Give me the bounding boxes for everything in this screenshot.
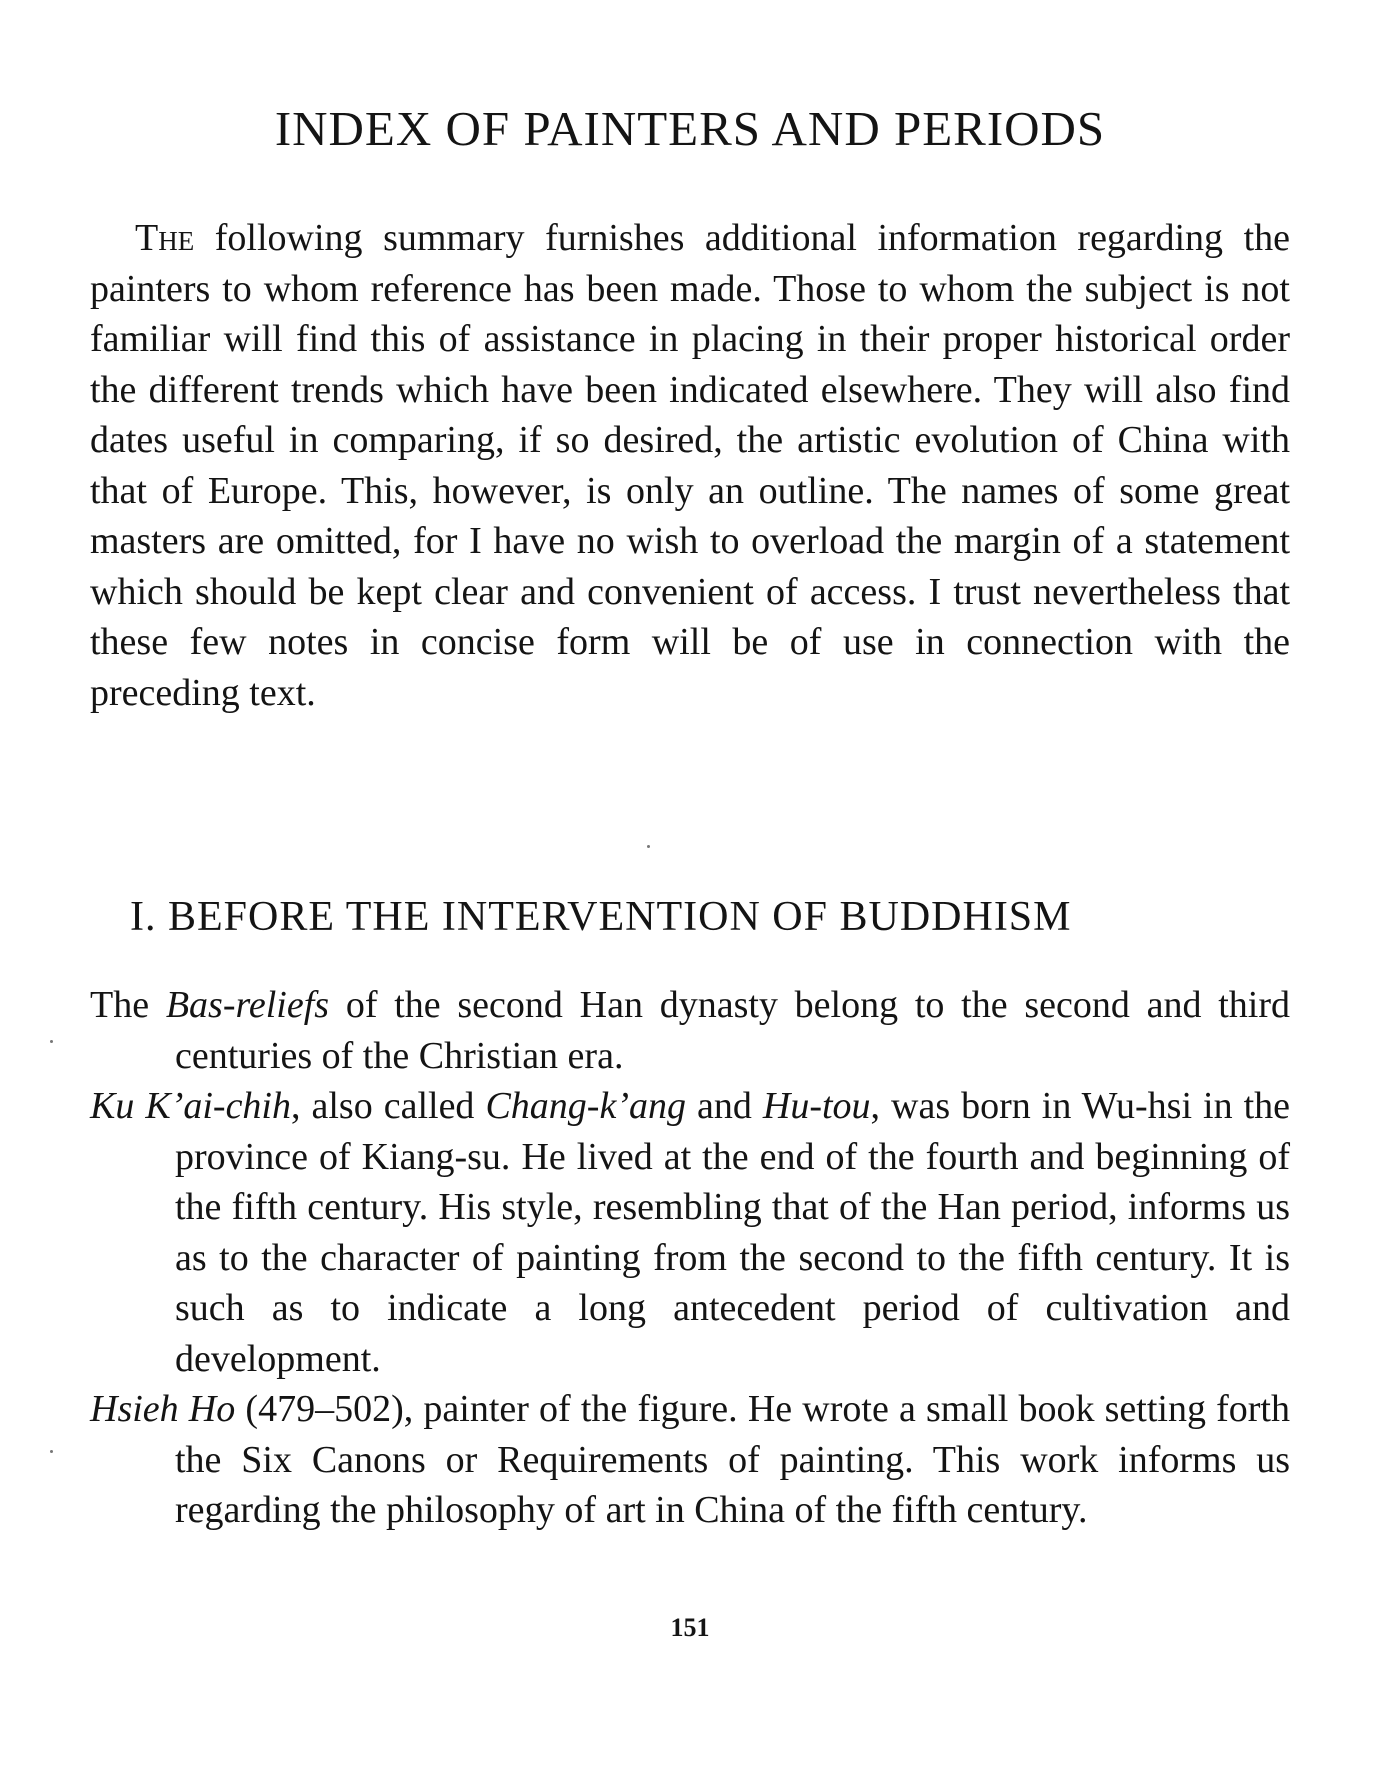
entry-name: Hsieh Ho	[90, 1388, 236, 1430]
intro-paragraph	[90, 213, 1290, 718]
entry-alt-name: Chang-k’ang	[485, 1085, 686, 1127]
entry-ku-kai-chih	[90, 1081, 1290, 1384]
print-speck	[50, 1450, 53, 1453]
entry-alt-name: Hu-tou	[762, 1085, 871, 1127]
entry-connector: and	[685, 1085, 763, 1127]
print-speck	[50, 1040, 53, 1043]
entry-hsieh-ho	[90, 1384, 1290, 1536]
intro-body: following summary furnishes additional information regarding the painters to whom reference has been made. Those to whom the subject is not familiar will find this of assistance in placing in their proper historical order the different trends which have been indicated elsewhere. They will also find dates useful in comparing, if so desired, the artistic evolution of China with that of Europe. This, however, is only an outline. The names of some great masters are omitted, for I have no wish to overload the margin of a statement which should be kept clear and convenient of access. I trust nevertheless that these few notes in concise form will be of use in connection with the preceding text.	[90, 217, 1290, 714]
print-speck	[647, 845, 650, 848]
book-page	[90, 0, 1290, 1767]
entry-name: Bas-reliefs	[165, 984, 330, 1026]
entry-text: (479–502), painter of the figure. He wrote a small book setting forth the Six Canons or Requirements of painting. This work informs us regarding the philosophy of art in China of the fifth century.	[175, 1388, 1290, 1531]
entry-name: Ku K’ai-chih	[90, 1085, 291, 1127]
entry-text: of the second Han dynasty belong to the second and third centuries of the Christian era.	[175, 984, 1290, 1077]
entry-bas-reliefs	[90, 980, 1290, 1081]
page-title: INDEX OF PAINTERS AND PERIODS	[274, 101, 1106, 156]
intro-lead-word: The	[135, 217, 195, 259]
page-number: 151	[670, 1613, 710, 1642]
entry-text: , was born in Wu-hsi in the province of Kiang-su. He lived at the end of the fourth and beginning of the fifth century. His style, resembling that of the Han period, informs us as to the character of painting from the second to the fifth century. It is such as to indicate a long antecedent period of cultivation and development.	[175, 1085, 1291, 1380]
section-heading: I. BEFORE THE INTERVENTION OF BUDDHISM	[130, 894, 1072, 940]
painter-entry-list	[90, 980, 1290, 1536]
entry-connector: , also called	[291, 1085, 486, 1127]
entry-prefix: The	[90, 984, 166, 1026]
